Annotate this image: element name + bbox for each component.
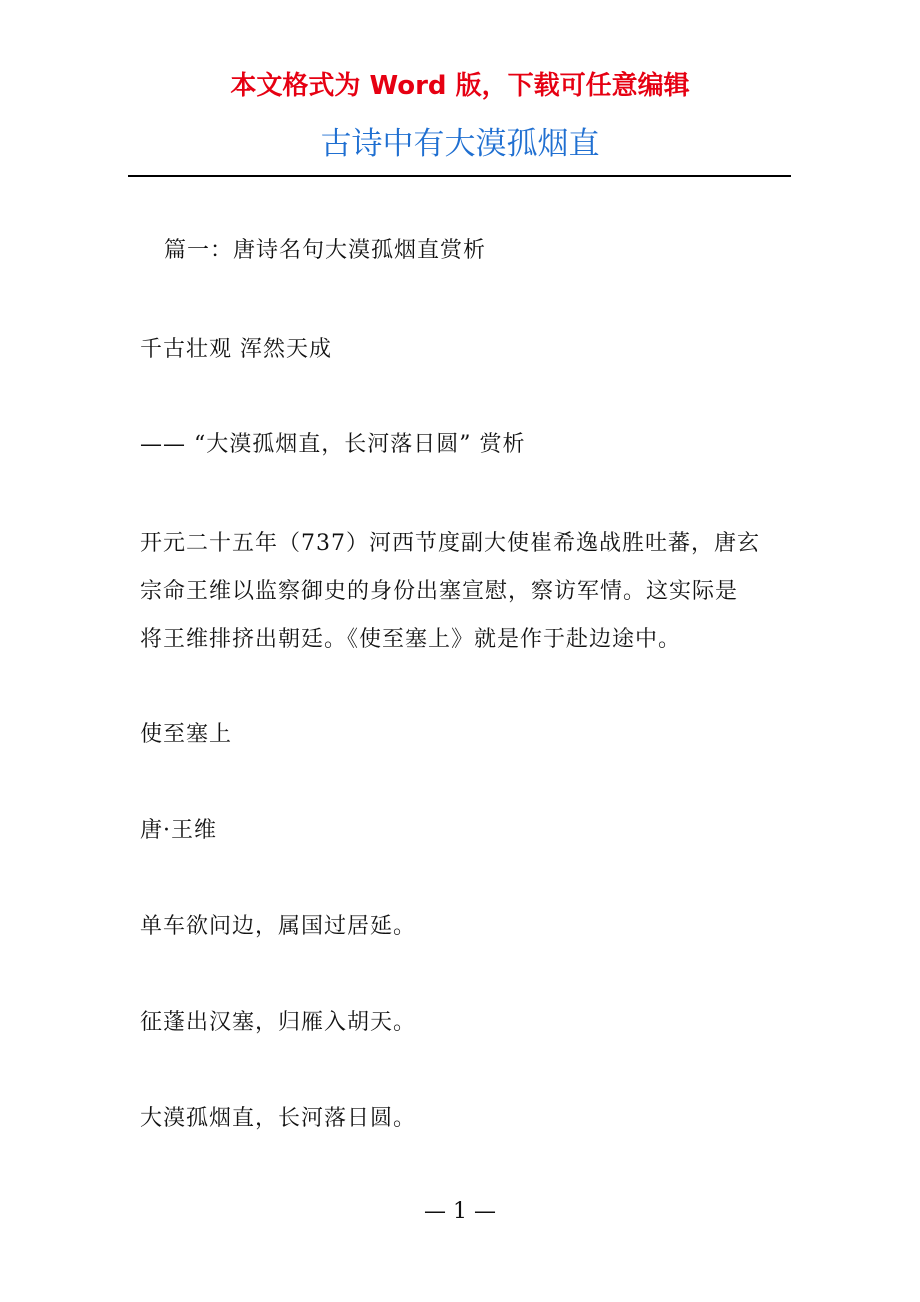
download-banner: 本文格式为 Word 版，下载可任意编辑 [230, 71, 690, 101]
intro-paragraph [140, 520, 790, 664]
paragraph-line: 开元二十五年（737）河西节度副大使崔希逸战胜吐蕃，唐玄 [140, 531, 760, 556]
title-divider [128, 175, 791, 177]
document-title: 古诗中有大漠孤烟直 [320, 126, 600, 162]
poem-line: 大漠孤烟直，长河落日圆。 [140, 1106, 417, 1131]
article-subtitle-quote: —— “大漠孤烟直，长河落日圆” 赏析 [140, 432, 526, 457]
article-subtitle: 千古壮观 浑然天成 [140, 337, 332, 362]
paragraph-line: 宗命王维以监察御史的身份出塞宣慰，察访军情。这实际是 [140, 579, 739, 604]
page-number: — 1 — [424, 1199, 496, 1224]
poem-line: 单车欲问边，属国过居延。 [140, 914, 417, 939]
poem-author: 唐·王维 [140, 818, 217, 843]
section-heading: 篇一：唐诗名句大漠孤烟直赏析 [164, 238, 487, 263]
paragraph-line: 将王维排挤出朝廷。《使至塞上》就是作于赴边途中。 [140, 627, 682, 652]
poem-title: 使至塞上 [140, 722, 233, 747]
poem-line: 征蓬出汉塞，归雁入胡天。 [140, 1010, 417, 1035]
